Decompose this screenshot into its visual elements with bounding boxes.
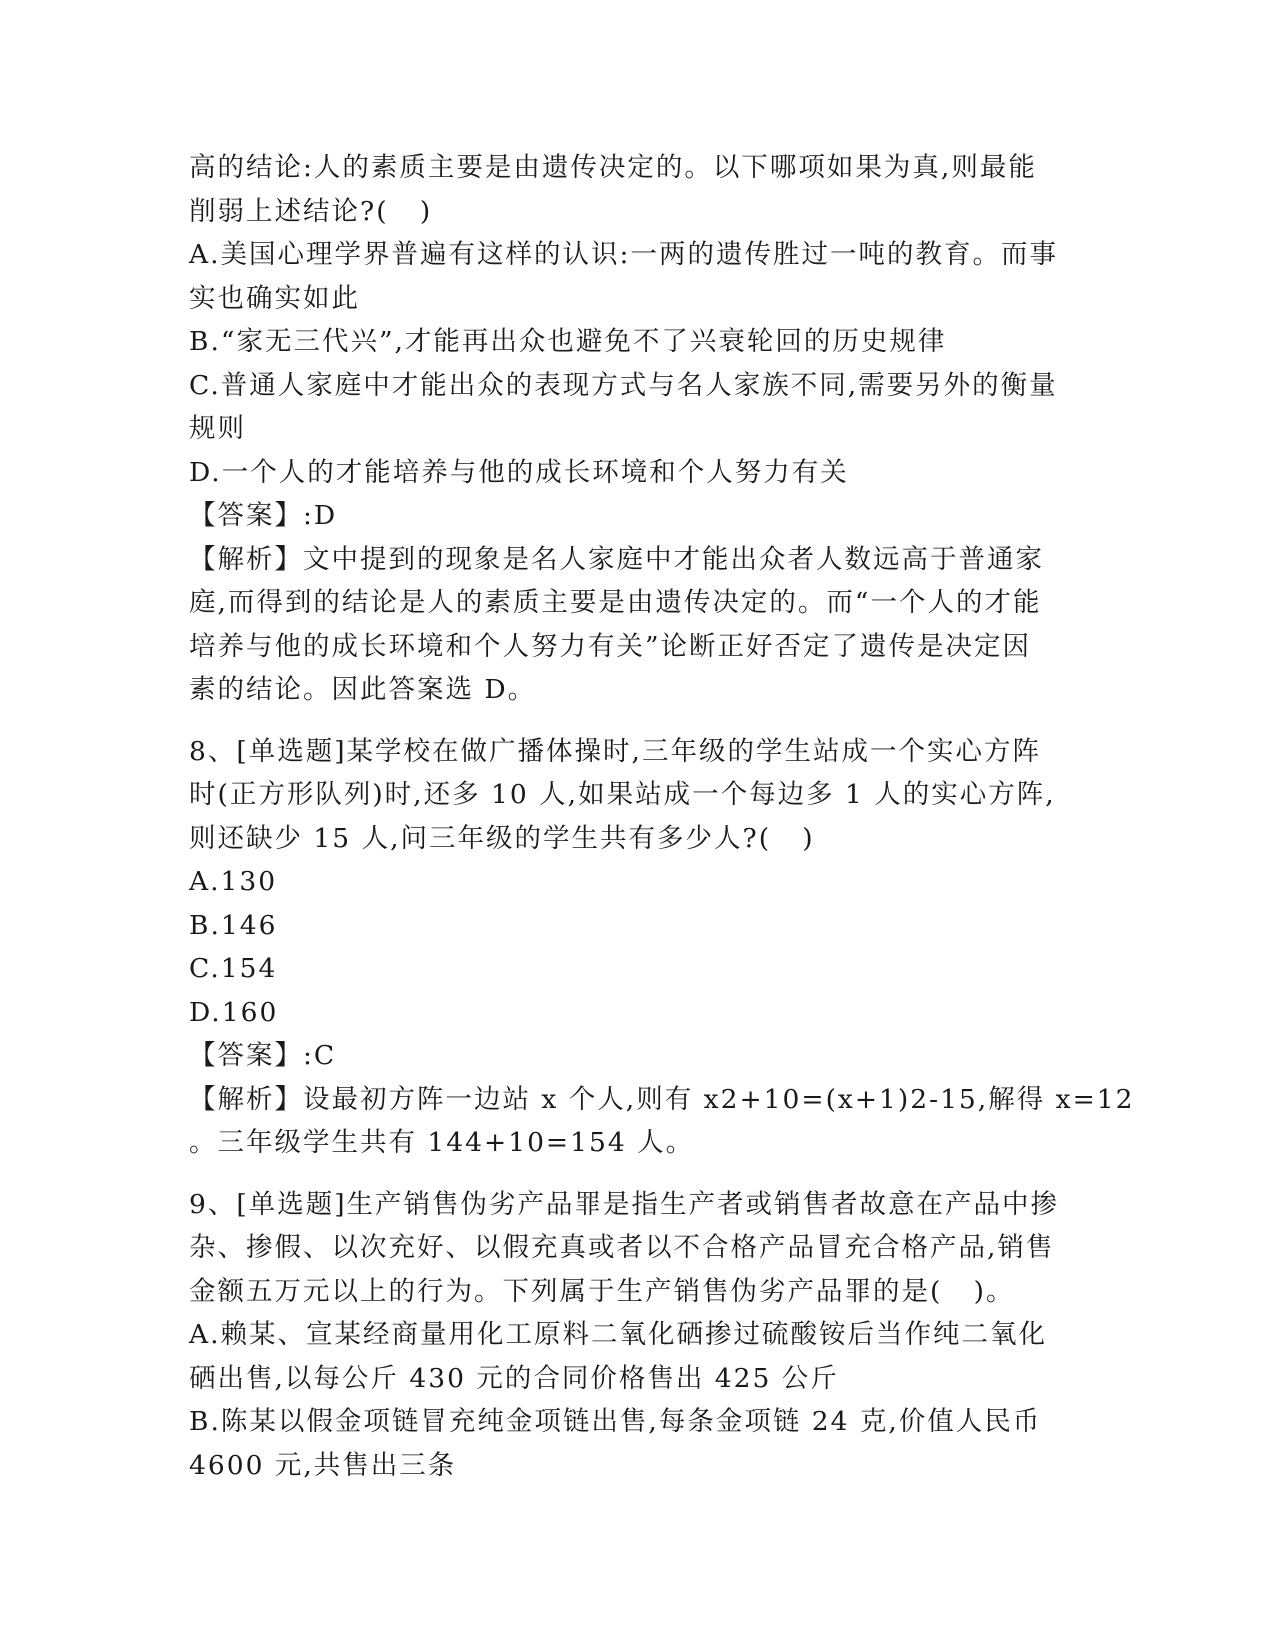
- question-8: [189, 730, 1135, 1165]
- question-7-stem-line-1: 高的结论:人的素质主要是由遗传决定的。以下哪项如果为真,则最能: [189, 152, 1037, 183]
- question-8-stem-line-2: 时(正方形队列)时,还多 10 人,如果站成一个每边多 1 人的实心方阵,: [189, 779, 1056, 810]
- question-8-analysis-line-1: 【解析】设最初方阵一边站 x 个人,则有 x2+10=(x+1)2-15,解得 x=12: [189, 1083, 1135, 1115]
- question-7-option-b: B.“家无三代兴”,才能再出众也避免不了兴衰轮回的历史规律: [189, 326, 947, 357]
- document-content: [189, 146, 1135, 1487]
- question-8-option-a: A.130: [189, 866, 278, 897]
- question-9-option-b-line-2: 4600 元,共售出三条: [189, 1449, 457, 1481]
- question-7-option-a-line-2: 实也确实如此: [189, 282, 360, 314]
- question-7-analysis-line-3: 培养与他的成长环境和个人努力有关”论断正好否定了遗传是决定因: [189, 630, 1032, 662]
- question-7-stem-line-2: 削弱上述结论?( ): [189, 195, 433, 227]
- question-9: [189, 1183, 1084, 1488]
- question-spacer: [189, 1165, 1084, 1183]
- question-7-answer: 【答案】:D: [189, 500, 338, 531]
- question-8-stem-line-1: 8、[单选题]某学校在做广播体操时,三年级的学生站成一个实心方阵: [189, 735, 1041, 767]
- question-7-analysis-line-4: 素的结论。因此答案选 D。: [189, 674, 537, 705]
- question-8-analysis-line-2: 。三年级学生共有 144+10=154 人。: [189, 1127, 695, 1158]
- question-8-option-c: C.154: [189, 953, 278, 984]
- question-7-option-c-line-2: 规则: [189, 413, 246, 444]
- question-7-option-d: D.一个人的才能培养与他的成长环境和个人努力有关: [189, 456, 849, 488]
- question-8-stem-line-3: 则还缺少 15 人,问三年级的学生共有多少人?( ): [189, 822, 815, 854]
- question-7-analysis-line-1: 【解析】文中提到的现象是名人家庭中才能出众者人数远高于普通家: [189, 543, 1044, 575]
- question-8-option-d: D.160: [189, 996, 279, 1028]
- question-8-option-b: B.146: [189, 909, 278, 941]
- question-spacer: [189, 712, 1084, 730]
- question-9-stem-line-1: 9、[单选题]生产销售伪劣产品罪是指生产者或销售者故意在产品中掺: [189, 1188, 1060, 1220]
- question-7-option-a-line-1: A.美国心理学界普遍有这样的认识:一两的遗传胜过一吨的教育。而事: [189, 239, 1058, 270]
- question-9-option-a-line-2: 硒出售,以每公斤 430 元的合同价格售出 425 公斤: [189, 1362, 839, 1394]
- question-9-option-b-line-1: B.陈某以假金项链冒充纯金项链出售,每条金项链 24 克,价值人民币: [189, 1406, 1042, 1437]
- question-9-stem-line-2: 杂、掺假、以次充好、以假充真或者以不合格产品冒充合格产品,销售: [189, 1232, 1055, 1263]
- question-7: [189, 146, 1084, 712]
- question-9-stem-line-3: 金额五万元以上的行为。下列属于生产销售伪劣产品罪的是( )。: [189, 1275, 1015, 1307]
- question-7-option-c-line-1: C.普通人家庭中才能出众的表现方式与名人家族不同,需要另外的衡量: [189, 369, 1058, 401]
- question-7-analysis-line-2: 庭,而得到的结论是人的素质主要是由遗传决定的。而“一个人的才能: [189, 587, 1042, 618]
- question-8-answer: 【答案】:C: [189, 1040, 337, 1071]
- question-9-option-a-line-1: A.赖某、宣某经商量用化工原料二氧化硒掺过硫酸铵后当作纯二氧化: [189, 1319, 1048, 1350]
